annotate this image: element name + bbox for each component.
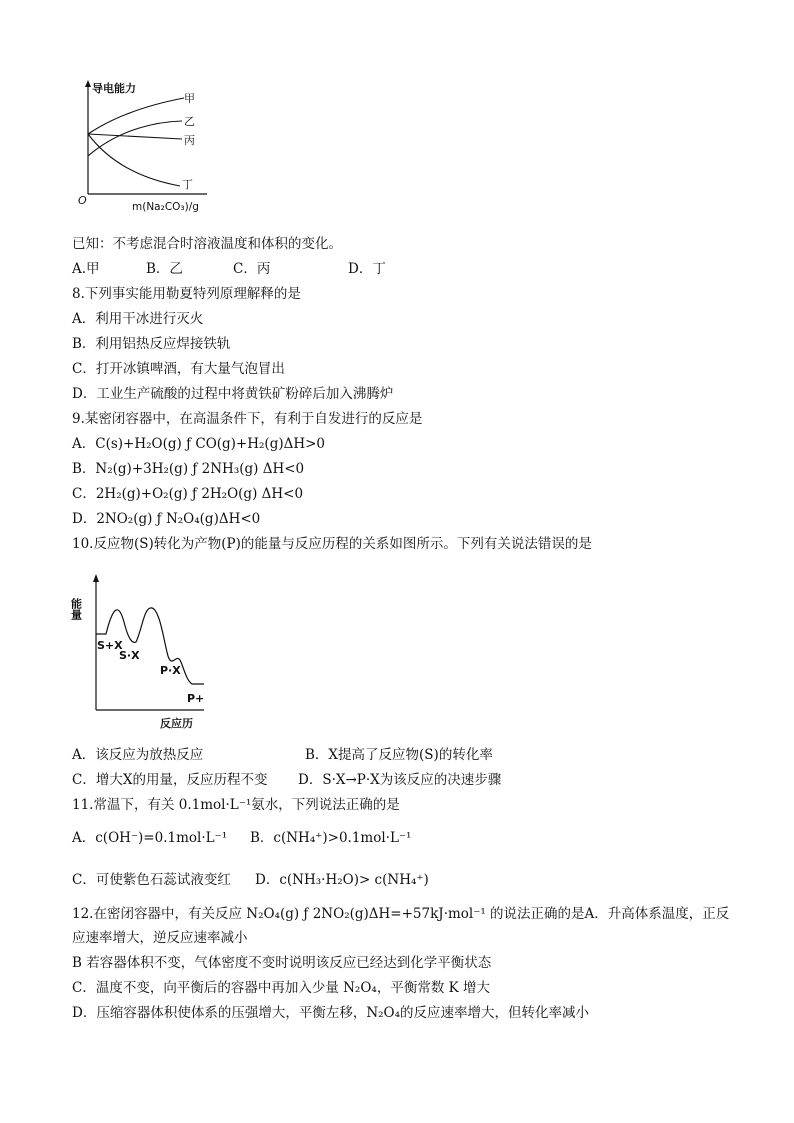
q7-option-a: A.甲 [72, 261, 100, 277]
q10-option-a: A．该反应为放热反应 [72, 747, 204, 763]
q8-option-a: A．利用干冰进行灭火 [72, 311, 204, 327]
q9-stem: 9.某密闭容器中，在高温条件下，有利于自发进行的反应是 [72, 411, 423, 427]
q8-option-c: C．打开冰镇啤酒，有大量气泡冒出 [72, 361, 285, 377]
energy-xlabel: 反应历 [160, 717, 193, 730]
q12-option-d: D．压缩容器体积使体系的压强增大，平衡左移，N₂O₄的反应速率增大，但转化率减小 [72, 1005, 590, 1021]
q11-stem: 11.常温下，有关 0.1mol·L⁻¹氨水，下列说法正确的是 [72, 797, 400, 813]
q12-stem-line2: 应速率增大，逆反应速率减小 [72, 930, 248, 946]
graph-origin: O [78, 194, 87, 207]
q7-option-d: D．丁 [348, 261, 386, 277]
q7-note: 已知：不考虑混合时溶液温度和体积的变化。 [72, 236, 342, 252]
energy-ylabel-1: 能量 [69, 598, 83, 620]
q8-stem: 8.下列事实能用勒夏特列原理解释的是 [72, 286, 301, 302]
graph-xlabel: m(Na₂CO₃)/g [132, 201, 199, 213]
q11-option-d: D．c(NH₃·H₂O)> c(NH₄⁺) [255, 872, 429, 888]
q8-option-b: B．利用铝热反应焊接铁轨 [72, 336, 231, 352]
q10-stem: 10.反应物(S)转化为产物(P)的能量与反应历程的关系如图所示。下列有关说法错误的是 [72, 536, 592, 552]
energy-label-p-dot-x: P·X [160, 664, 181, 677]
energy-label-p: P+ [187, 692, 205, 705]
curve-label-yi: 乙 [184, 115, 195, 128]
q12-option-c: C．温度不变，向平衡后的容器中再加入少量 N₂O₄，平衡常数 K 增大 [72, 980, 490, 996]
q12-option-b: B 若容器体积不变，气体密度不变时说明该反应已经达到化学平衡状态 [72, 955, 492, 971]
energy-label-sx: S+X [97, 639, 123, 652]
conductivity-graph [72, 76, 222, 216]
q12-stem-line1: 12.在密闭容器中，有关反应 N₂O₄(g) ƒ 2NO₂(g)ΔH=+57kJ·mol⁻¹ 的说法正确的是A．升高体系温度，正反 [72, 906, 730, 922]
q7-option-b: B．乙 [146, 261, 183, 277]
energy-label-s-dot-x: S·X [119, 649, 140, 662]
q10-option-b: B．X提高了反应物(S)的转化率 [305, 747, 493, 763]
q7-option-c: C．丙 [233, 261, 271, 277]
energy-profile-graph [69, 570, 217, 735]
curve-label-bing: 丙 [184, 134, 195, 147]
graph-ylabel: 导电能力 [92, 82, 136, 95]
curve-label-ding: 丁 [182, 178, 193, 191]
q9-option-a: A．C(s)+H₂O(g) ƒ CO(g)+H₂(g)ΔH>0 [72, 436, 326, 452]
q9-option-d: D．2NO₂(g) ƒ N₂O₄(g)ΔH<0 [72, 511, 261, 527]
q11-option-b: B．c(NH₄⁺)>0.1mol·L⁻¹ [250, 830, 412, 846]
q10-option-c: C．增大X的用量，反应历程不变 [72, 772, 268, 788]
q11-option-c: C．可使紫色石蕊试液变红 [72, 872, 231, 888]
curve-label-jia: 甲 [184, 92, 195, 105]
q8-option-d: D．工业生产硫酸的过程中将黄铁矿粉碎后加入沸腾炉 [72, 386, 394, 402]
q11-option-a: A．c(OH⁻)=0.1mol·L⁻¹ [72, 830, 228, 846]
q10-option-d: D．S·X→P·X为该反应的决速步骤 [298, 772, 502, 788]
q9-option-c: C．2H₂(g)+O₂(g) ƒ 2H₂O(g) ΔH<0 [72, 486, 304, 502]
q9-option-b: B．N₂(g)+3H₂(g) ƒ 2NH₃(g) ΔH<0 [72, 461, 305, 477]
